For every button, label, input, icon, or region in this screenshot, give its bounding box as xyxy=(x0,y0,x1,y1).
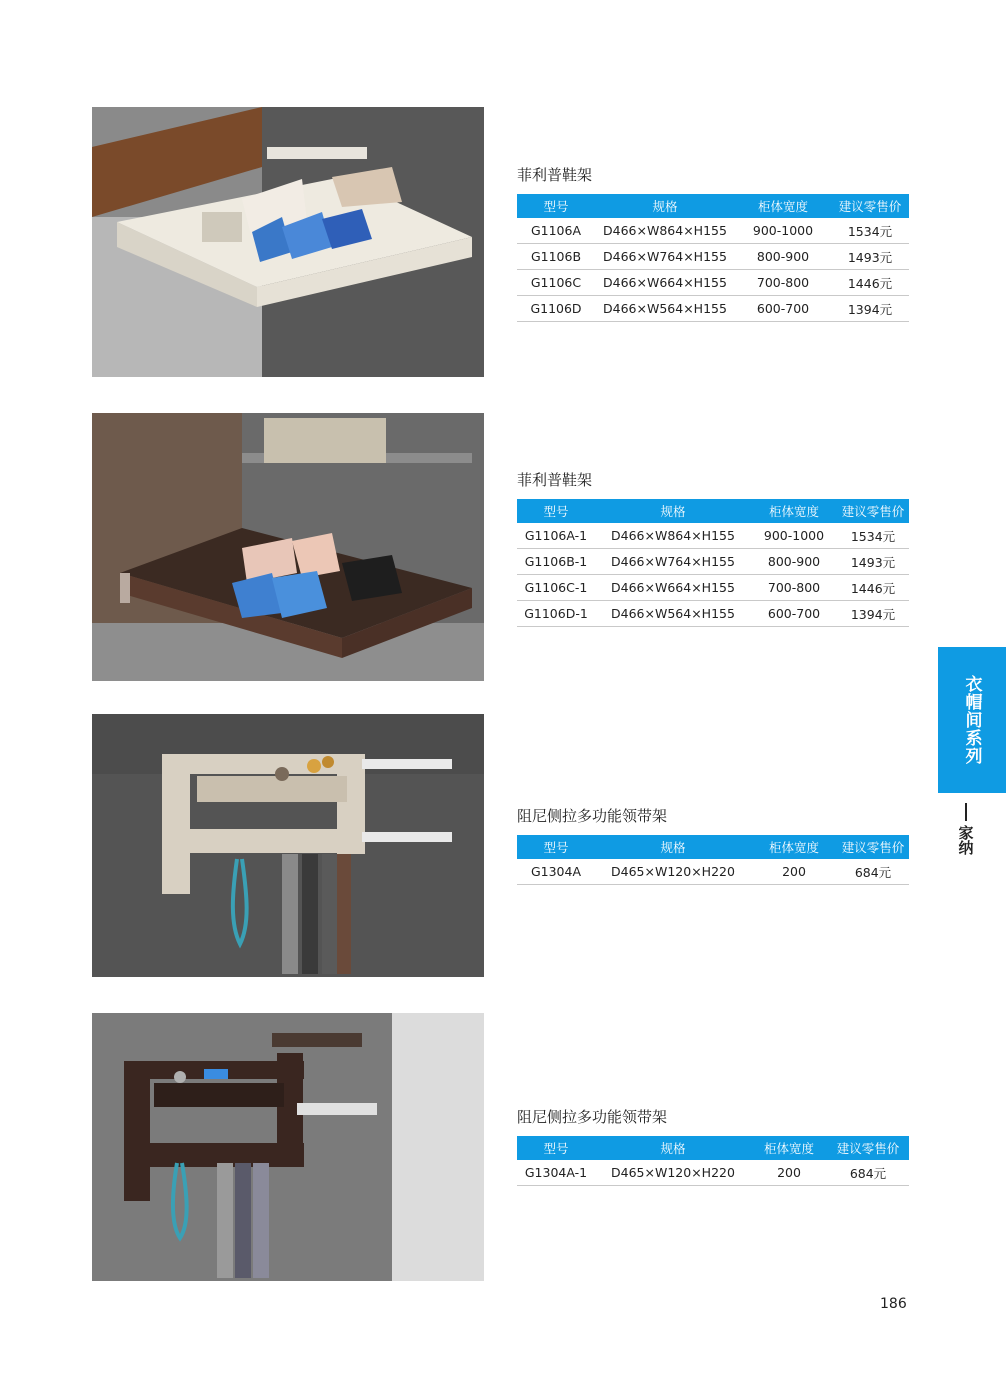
cell-price: 1493元 xyxy=(837,549,909,575)
spec-table xyxy=(517,499,909,627)
cell-width: 200 xyxy=(751,859,837,885)
cell-width: 800-900 xyxy=(735,244,831,270)
product-title: 阻尼侧拉多功能领带架 xyxy=(517,1108,668,1126)
table-header-row xyxy=(517,499,909,523)
header-cabinet-width: 柜体宽度 xyxy=(751,835,837,859)
cell-width: 600-700 xyxy=(735,296,831,322)
category-side-tab xyxy=(938,647,1006,793)
table-row xyxy=(517,1160,909,1186)
header-price: 建议零售价 xyxy=(837,835,909,859)
cell-spec: D466×W664×H155 xyxy=(595,270,735,296)
table-row xyxy=(517,523,909,549)
cell-width: 900-1000 xyxy=(735,218,831,244)
beige-tie-rack-photo xyxy=(92,714,484,977)
header-price: 建议零售价 xyxy=(837,499,909,523)
cell-model: G1106B-1 xyxy=(517,549,595,575)
cell-spec: D466×W564×H155 xyxy=(595,601,751,627)
cell-price: 1446元 xyxy=(837,575,909,601)
header-model: 型号 xyxy=(517,194,595,218)
cell-model: G1106C-1 xyxy=(517,575,595,601)
cell-price: 1534元 xyxy=(831,218,909,244)
table-row xyxy=(517,244,909,270)
table-row xyxy=(517,601,909,627)
cell-width: 600-700 xyxy=(751,601,837,627)
cell-price: 1446元 xyxy=(831,270,909,296)
header-spec: 规格 xyxy=(595,1136,751,1160)
category-label: 衣帽间系列 xyxy=(961,675,982,765)
cell-width: 200 xyxy=(751,1160,827,1186)
cell-price: 1534元 xyxy=(837,523,909,549)
product-section-4 xyxy=(517,1108,909,1186)
product-title: 阻尼侧拉多功能领带架 xyxy=(517,807,668,825)
cell-price: 1394元 xyxy=(831,296,909,322)
cell-spec: D466×W864×H155 xyxy=(595,218,735,244)
cell-spec: D466×W764×H155 xyxy=(595,244,735,270)
cell-model: G1106A-1 xyxy=(517,523,595,549)
dark-tie-rack-photo xyxy=(92,1013,484,1281)
spec-table xyxy=(517,194,909,322)
brand-divider xyxy=(965,803,967,821)
cell-price: 684元 xyxy=(837,859,909,885)
cell-price: 684元 xyxy=(827,1160,909,1186)
cell-model: G1106B xyxy=(517,244,595,270)
header-model: 型号 xyxy=(517,835,595,859)
header-price: 建议零售价 xyxy=(827,1136,909,1160)
cell-model: G1106A xyxy=(517,218,595,244)
brand-label: 家纳 xyxy=(956,825,975,855)
product-section-3 xyxy=(517,807,909,885)
table-header-row xyxy=(517,194,909,218)
cell-spec: D465×W120×H220 xyxy=(595,859,751,885)
cell-spec: D466×W664×H155 xyxy=(595,575,751,601)
cell-width: 800-900 xyxy=(751,549,837,575)
brand-mark xyxy=(954,803,978,863)
header-spec: 规格 xyxy=(595,835,751,859)
cell-width: 700-800 xyxy=(751,575,837,601)
cell-model: G1304A-1 xyxy=(517,1160,595,1186)
cell-price: 1394元 xyxy=(837,601,909,627)
header-cabinet-width: 柜体宽度 xyxy=(735,194,831,218)
header-cabinet-width: 柜体宽度 xyxy=(751,499,837,523)
table-row xyxy=(517,296,909,322)
cell-model: G1106C xyxy=(517,270,595,296)
table-row xyxy=(517,270,909,296)
header-spec: 规格 xyxy=(595,499,751,523)
table-header-row xyxy=(517,835,909,859)
cell-spec: D465×W120×H220 xyxy=(595,1160,751,1186)
cell-spec: D466×W564×H155 xyxy=(595,296,735,322)
table-row xyxy=(517,859,909,885)
product-title: 菲利普鞋架 xyxy=(517,166,593,184)
header-model: 型号 xyxy=(517,499,595,523)
cell-width: 900-1000 xyxy=(751,523,837,549)
table-row xyxy=(517,218,909,244)
header-price: 建议零售价 xyxy=(831,194,909,218)
cell-width: 700-800 xyxy=(735,270,831,296)
product-title: 菲利普鞋架 xyxy=(517,471,593,489)
cell-model: G1304A xyxy=(517,859,595,885)
header-spec: 规格 xyxy=(595,194,735,218)
cell-price: 1493元 xyxy=(831,244,909,270)
table-header-row xyxy=(517,1136,909,1160)
page-number: 186 xyxy=(880,1296,907,1312)
cell-model: G1106D-1 xyxy=(517,601,595,627)
white-shoe-rack-photo xyxy=(92,107,484,377)
table-row xyxy=(517,549,909,575)
spec-table xyxy=(517,1136,909,1186)
cell-spec: D466×W864×H155 xyxy=(595,523,751,549)
table-row xyxy=(517,575,909,601)
cell-spec: D466×W764×H155 xyxy=(595,549,751,575)
product-section-2 xyxy=(517,471,909,627)
header-model: 型号 xyxy=(517,1136,595,1160)
product-section-1 xyxy=(517,166,909,322)
spec-table xyxy=(517,835,909,885)
cell-model: G1106D xyxy=(517,296,595,322)
header-cabinet-width: 柜体宽度 xyxy=(751,1136,827,1160)
brown-shoe-rack-photo xyxy=(92,413,484,681)
